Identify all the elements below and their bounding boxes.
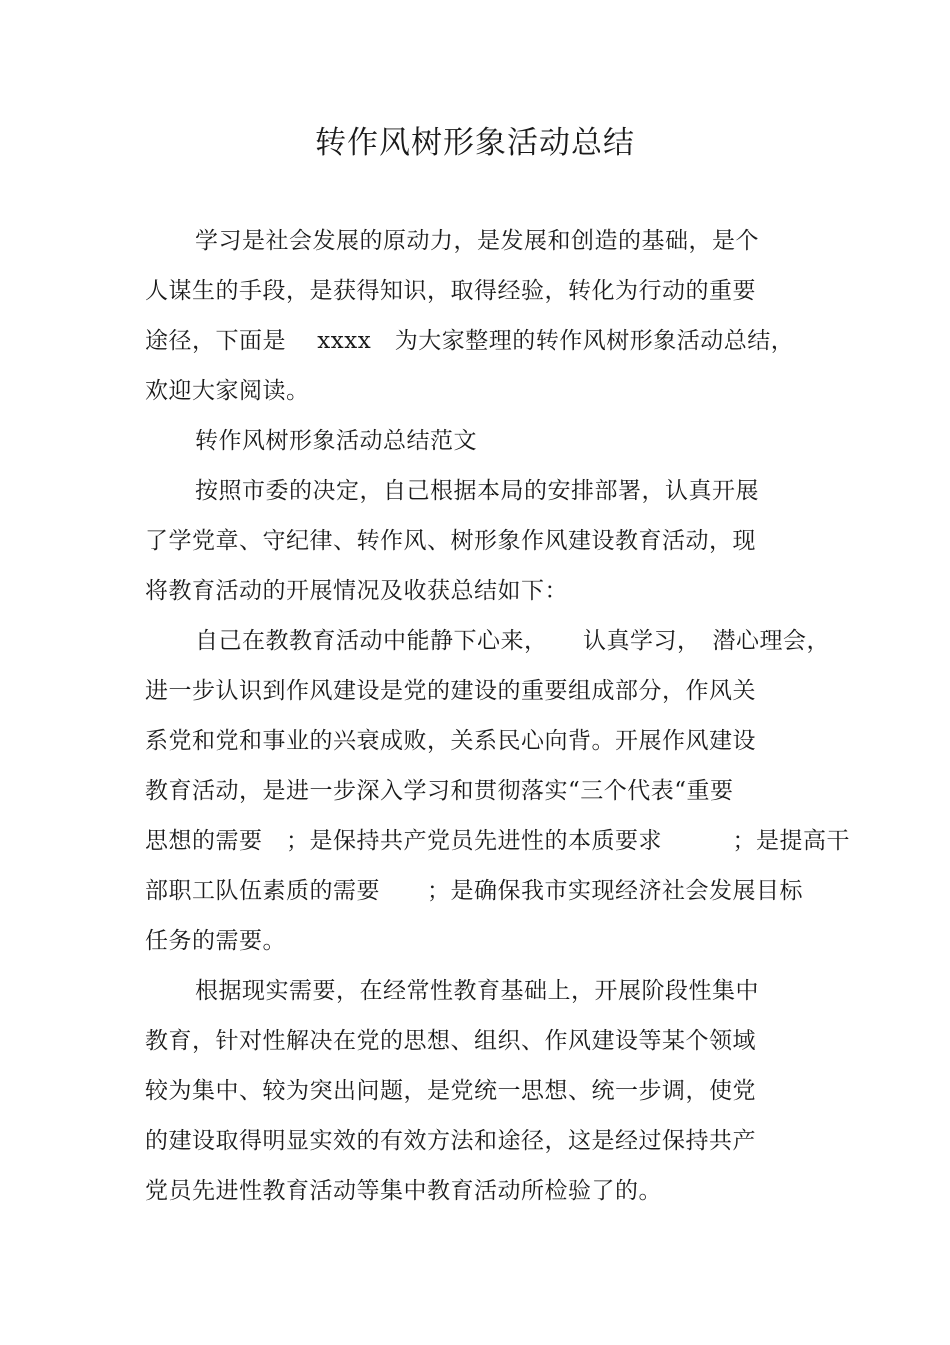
paragraph-3-line-2: 进一步认识到作风建设是党的建设的重要组成部分，作风关: [145, 678, 756, 704]
paragraph-4-line-1: 根据现实需要，在经常性教育基础上，开展阶段性集中: [195, 978, 759, 1004]
section-heading: 转作风树形象活动总结范文: [195, 428, 477, 454]
paragraph-3-line-5: 思想的需要 ；是保持共产党员先进性的本质要求 ；是提高干: [145, 828, 850, 854]
paragraph-1-line-1: 学习是社会发展的原动力，是发展和创造的基础，是个: [195, 228, 759, 254]
paragraph-2-line-1: 按照市委的决定，自己根据本局的安排部署，认真开展: [195, 478, 759, 504]
paragraph-3-line-1: 自己在教教育活动中能静下心来， 认真学习， 潜心理会，: [195, 628, 830, 654]
paragraph-4-line-2: 教育，针对性解决在党的思想、组织、作风建设等某个领域: [145, 1028, 756, 1054]
paragraph-4-line-5: 党员先进性教育活动等集中教育活动所检验了的。: [145, 1178, 662, 1204]
paragraph-3-line-6: 部职工队伍素质的需要 ；是确保我市实现经济社会发展目标: [145, 878, 803, 904]
paragraph-2-line-3: 将教育活动的开展情况及收获总结如下：: [145, 578, 568, 604]
paragraph-1-line-2: 人谋生的手段，是获得知识，取得经验，转化为行动的重要: [145, 278, 756, 304]
paragraph-3-line-3: 系党和党和事业的兴衰成败，关系民心向背。开展作风建设: [145, 728, 756, 754]
paragraph-4-line-3: 较为集中、较为突出问题，是党统一思想、统一步调，使党: [145, 1078, 756, 1104]
paragraph-3-line-7: 任务的需要。: [145, 928, 286, 954]
paragraph-4-line-4: 的建设取得明显实效的有效方法和途径，这是经过保持共产: [145, 1128, 756, 1154]
paragraph-2-line-2: 了学党章、守纪律、转作风、树形象作风建设教育活动，现: [145, 528, 756, 554]
paragraph-1-line-3: 途径，下面是 xxxx 为大家整理的转作风树形象活动总结，: [145, 328, 795, 354]
paragraph-3-line-4: 教育活动，是进一步深入学习和贯彻落实“三个代表“重要: [145, 778, 734, 804]
document-title: 转作风树形象活动总结: [315, 125, 635, 161]
paragraph-1-line-4: 欢迎大家阅读。: [145, 378, 310, 404]
